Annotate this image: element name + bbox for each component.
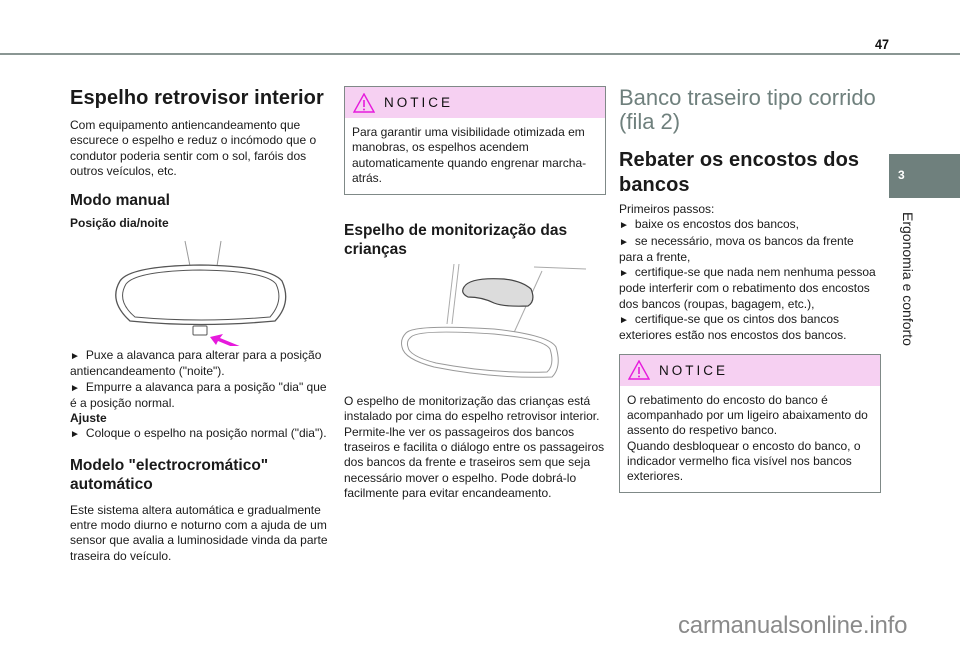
header-rule — [0, 53, 960, 55]
column-rear-bench — [619, 86, 881, 493]
child-mirror-illustration — [344, 259, 606, 394]
notice-header — [620, 355, 880, 386]
column-child-mirror — [344, 86, 606, 501]
notice-box-backrest — [619, 354, 881, 494]
step-item: ► baixe os encostos dos bancos, — [619, 217, 881, 233]
step-item: ► certifique-se que os cintos dos bancos exteriores estão nos encostos dos bancos. — [619, 312, 881, 344]
adjust-heading: Ajuste — [70, 411, 107, 426]
electrochromic-heading: Modelo "electrocromático" automático — [70, 456, 269, 493]
pink-arrow-icon — [210, 334, 242, 346]
warning-triangle-icon — [628, 360, 650, 380]
chapter-number: 3 — [898, 168, 905, 182]
chapter-tab[interactable] — [889, 154, 960, 198]
first-steps-label: Primeiros passos: — [619, 202, 715, 216]
bullet-push-lever: ► Empurre a alavanca para a posição "dia" que é a posição normal. — [70, 380, 332, 412]
step-item: ► se necessário, mova os bancos da frente para a frente, — [619, 234, 881, 266]
chapter-title: Ergonomia e conforto — [900, 212, 916, 346]
notice-box-reverse — [344, 86, 606, 195]
child-mirror-heading: Espelho de monitorização das crianças — [344, 222, 568, 259]
intro-text: Com equipamento antiencandeamento que escurece o espelho e reduz o incómodo que o condutor poderia sentir com o sol, faróis dos outros veículos, etc. — [70, 118, 317, 178]
page-title: Espelho retrovisor interior — [70, 87, 324, 109]
notice-header — [345, 87, 605, 118]
column-rearview-mirror — [70, 86, 332, 564]
section-title: Banco traseiro tipo corrido (fila 2) — [619, 85, 876, 134]
notice-text — [620, 386, 880, 493]
page-number: 47 — [875, 36, 890, 52]
child-mirror-text: O espelho de monitorização das crianças está instalado por cima do espelho retrovisor interior. Permite-lhe ver os passageiros dos bancos traseiros e facilita o diálogo entre os passageiros dos bancos da frente e traseiros sem que seja necessário mover o espelho. Pode dobrá-lo facilmente para evitar encandeamento. — [344, 394, 605, 500]
rearview-mirror-illustration — [70, 231, 332, 346]
bullet-pull-lever: ► Puxe a alavanca para alterar para a posição antiencandeamento ("noite"). — [70, 348, 332, 380]
notice-text-1: O rebatimento do encosto do banco é acompanhado por um ligeiro abaixamento do assento do respetivo banco. — [627, 392, 868, 438]
notice-text: Para garantir uma visibilidade otimizada em manobras, os espelhos acendem automaticamente quando engrenar marcha-atrás. — [352, 125, 587, 185]
step-item: ► certifique-se que nada nem nenhuma pessoa pode interferir com o rebatimento dos encostos dos bancos (roupas, bagagem, etc.), — [619, 265, 881, 312]
bullet-normal-position: ► Coloque o espelho na posição normal ("dia"). — [70, 426, 332, 442]
notice-label: NOTICE — [659, 362, 729, 378]
electrochromic-text: Este sistema altera automática e gradualmente entre modo diurno e noturno com a ajuda de um sensor que avalia a luminosidade vinda da parte traseira do veículo. — [70, 502, 328, 563]
notice-text-2: Quando desbloquear o encosto do banco, o indicador vermelho fica visível nos bancos exteriores. — [627, 438, 861, 484]
day-night-heading: Posição dia/noite — [70, 216, 169, 231]
warning-triangle-icon — [353, 93, 375, 113]
manual-mode-heading: Modo manual — [70, 192, 170, 210]
watermark: carmanualsonline.info — [678, 612, 908, 639]
notice-label: NOTICE — [384, 95, 454, 110]
fold-backrests-heading: Rebater os encostos dos bancos — [619, 149, 860, 196]
